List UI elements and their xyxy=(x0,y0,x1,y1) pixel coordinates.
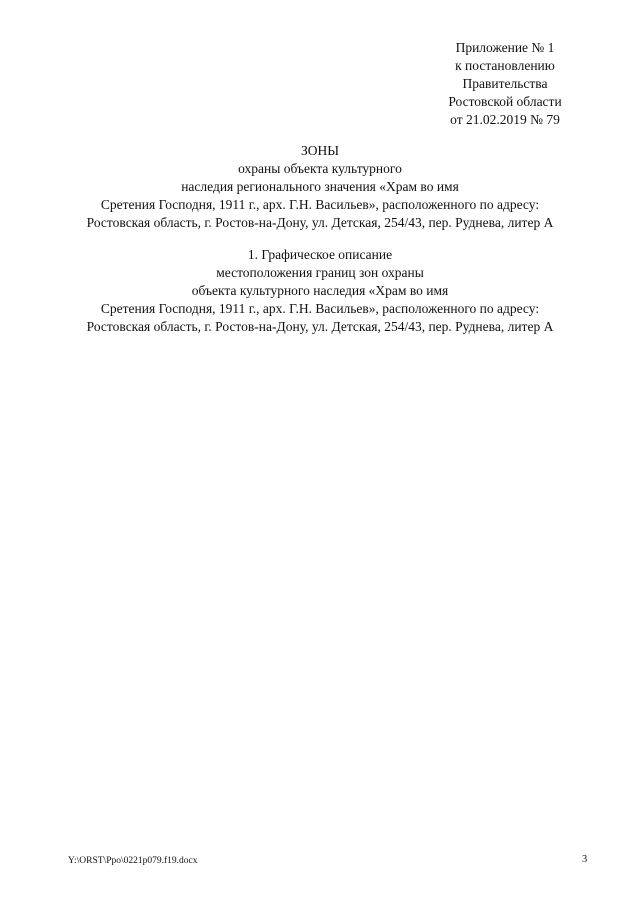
appendix-header xyxy=(405,39,605,129)
zones-line: Сретения Господня, 1911 г., арх. Г.Н. Васильев», расположенного по адресу: xyxy=(100,197,540,212)
zones-line: Ростовская область, г. Ростов-на-Дону, ул. Детская, 254/43, пер. Руднева, литер А xyxy=(86,215,554,230)
appendix-line: Приложение № 1 xyxy=(455,40,555,55)
footer-file-path: Y:\ORST\Ppo\0221p079.f19.docx xyxy=(68,856,198,866)
footer-page-number: 3 xyxy=(582,854,588,865)
graphic-description-line: Ростовская область, г. Ростов-на-Дону, ул. Детская, 254/43, пер. Руднева, литер А xyxy=(86,319,554,334)
graphic-description-line: 1. Графическое описание xyxy=(247,247,393,262)
appendix-line: к постановлению xyxy=(455,58,555,73)
graphic-description-line: местоположения границ зон охраны xyxy=(216,265,424,280)
zones-line: наследия регионального значения «Храм во имя xyxy=(181,179,459,194)
graphic-description-line: Сретения Господня, 1911 г., арх. Г.Н. Васильев», расположенного по адресу: xyxy=(100,301,540,316)
appendix-line: Правительства xyxy=(462,76,548,91)
appendix-line: Ростовской области xyxy=(448,94,562,109)
appendix-line: от 21.02.2019 № 79 xyxy=(450,112,560,127)
zones-section xyxy=(40,142,600,232)
zones-heading: ЗОНЫ xyxy=(300,143,340,158)
graphic-description-line: объекта культурного наследия «Храм во имя xyxy=(191,283,449,298)
zones-line: охраны объекта культурного xyxy=(238,161,402,176)
graphic-description-section xyxy=(40,246,600,336)
